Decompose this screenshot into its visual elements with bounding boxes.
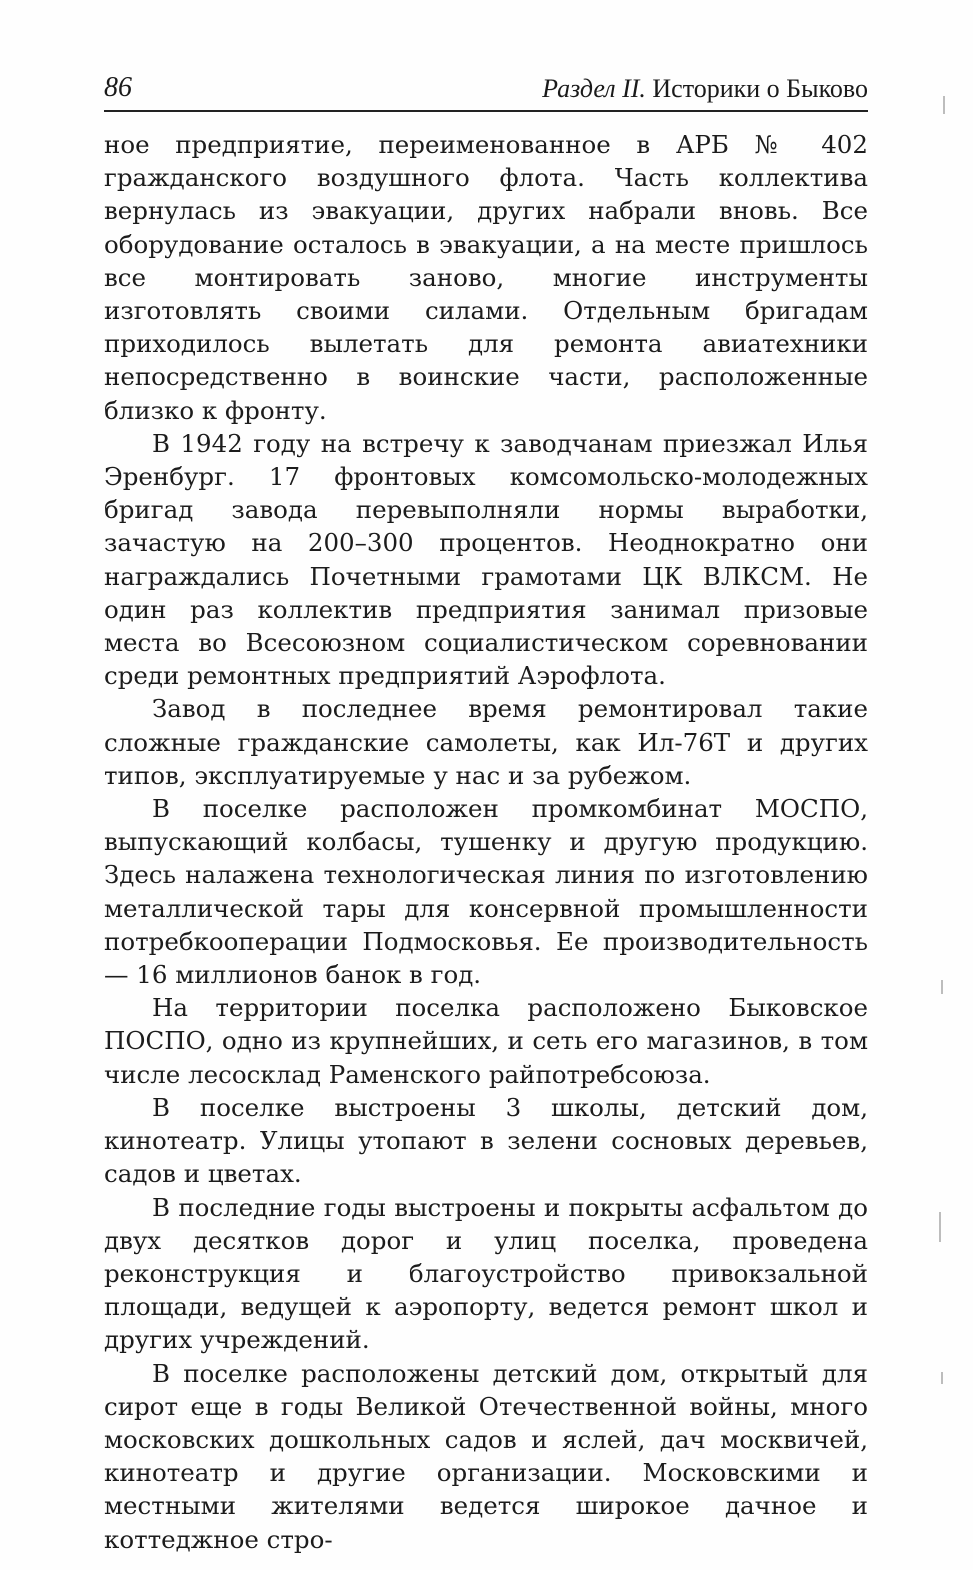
page-header xyxy=(104,70,868,112)
scan-mark xyxy=(941,1372,943,1384)
scan-mark xyxy=(939,1212,941,1242)
paragraph: В поселке выстроены 3 школы, детский дом, кинотеатр. Улицы утопают в зелени сосновых деревьев, садов и цветах. xyxy=(104,1092,868,1189)
paragraph: ное предприятие, переименованное в АРБ № 402 гражданского воздушного флота. Часть коллектива вернулась из эвакуации, других набрали вновь. Все оборудование осталось в эвакуации, а на месте пришлось все монтировать заново, многие инструменты изготовлять своими силами. Отдельным бригадам приходилось вылетать для ремонта авиатехники непосредственно в воинские части, расположенные близко к фронту. xyxy=(104,130,868,425)
paragraph: В поселке расположен промкомбинат МОСПО, выпускающий колбасы, тушенку и другую продукцию. Здесь налажена технологическая линия по изготовлению металлической тары для консервной промышленности потребкооперации Подмосковья. Ее производительность — 16 миллионов банок в год. xyxy=(104,794,868,990)
paragraph: В 1942 году на встречу к заводчанам приезжал Илья Эренбург. 17 фронтовых комсомольско-молодежных бригад завода перевыполняли нормы выработки, зачастую на 200–300 процентов. Неоднократно они награждались Почетными грамотами ЦК ВЛКСМ. Не один раз коллектив предприятия занимал призовые места во Всесоюзном социалистическом соревновании среди ремонтных предприятий Аэрофлота. xyxy=(104,428,868,691)
paragraph: Завод в последнее время ремонтировал такие сложные гражданские самолеты, как Ил-76Т и других типов, эксплуатируемые у нас и за рубежом. xyxy=(104,694,868,790)
running-head xyxy=(542,74,868,104)
scan-mark xyxy=(941,980,943,994)
scan-mark xyxy=(943,96,945,114)
page-number: 86 xyxy=(104,72,132,103)
paragraph: В поселке расположены детский дом, открытый для сирот еще в годы Великой Отечественной войны, много московских дошкольных садов и яслей, дач москвичей, кинотеатр и другие организации. Московскими и местными жителями ведется широкое дачное и коттеджное стро- xyxy=(104,1358,868,1554)
paragraph: В последние годы выстроены и покрыты асфальтом до двух десятков дорог и улиц поселка, проведена реконструкция и благоустройство привокзальной площади, ведущей к аэропорту, ведется ремонт школ и других учреждений. xyxy=(104,1192,868,1355)
paragraph: На территории поселка расположено Быковское ПОСПО, одно из крупнейших, и сеть его магазинов, в том числе лесосклад Раменского райпотребсоюза. xyxy=(104,993,868,1089)
body-text xyxy=(104,128,868,1556)
scan-edge-marks xyxy=(935,0,955,1570)
section-title: Историки о Быково xyxy=(652,74,868,103)
section-label: Раздел II. xyxy=(542,74,646,103)
